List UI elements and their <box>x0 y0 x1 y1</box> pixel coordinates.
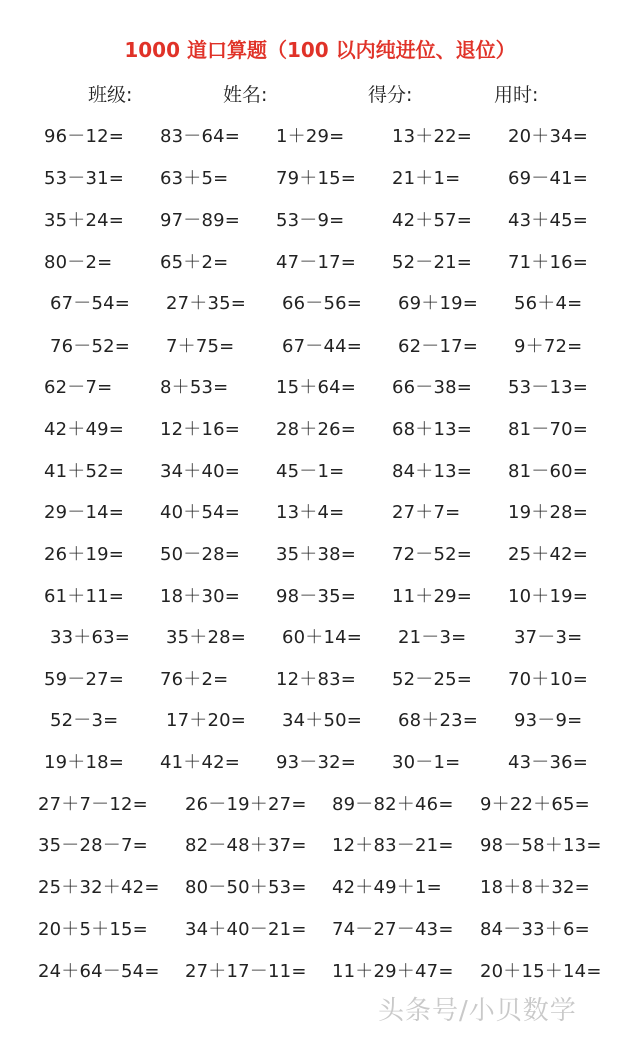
problem-item: 1＋29= <box>276 126 345 147</box>
problem-item: 52－25= <box>392 669 473 690</box>
problem-item: 66－38= <box>392 377 473 398</box>
problem-item: 35＋24= <box>44 210 125 231</box>
problem-item: 45－1= <box>276 461 345 482</box>
problem-item: 61＋11= <box>44 586 125 607</box>
problem-item: 13＋4= <box>276 502 345 523</box>
problem-item: 69－41= <box>508 168 589 189</box>
problem-item: 89－82＋46= <box>332 794 454 815</box>
problem-item: 21－3= <box>398 627 467 648</box>
problem-item: 62－7= <box>44 377 113 398</box>
score-label: 得分: <box>368 84 413 106</box>
time-label: 用时: <box>494 84 539 106</box>
problem-row <box>0 790 640 820</box>
problem-item: 81－60= <box>508 461 589 482</box>
problem-item: 27＋35= <box>166 293 247 314</box>
problem-item: 69＋19= <box>398 293 479 314</box>
problem-item: 98－35= <box>276 586 357 607</box>
problem-item: 12＋83－21= <box>332 835 454 856</box>
problem-item: 41＋42= <box>160 752 241 773</box>
problem-item: 60＋14= <box>282 627 363 648</box>
problem-item: 25＋42= <box>508 544 589 565</box>
problem-item: 93－9= <box>514 710 583 731</box>
problem-item: 29－14= <box>44 502 125 523</box>
problem-item: 43－36= <box>508 752 589 773</box>
problem-item: 18＋30= <box>160 586 241 607</box>
problem-item: 28＋26= <box>276 419 357 440</box>
problem-item: 93－32= <box>276 752 357 773</box>
problem-item: 26－19＋27= <box>185 794 307 815</box>
problem-item: 9＋22＋65= <box>480 794 590 815</box>
problem-item: 76－52= <box>50 336 131 357</box>
problem-row <box>0 748 640 778</box>
problem-item: 97－89= <box>160 210 241 231</box>
problem-item: 12＋83= <box>276 669 357 690</box>
problem-item: 68＋23= <box>398 710 479 731</box>
problem-item: 67－44= <box>282 336 363 357</box>
problem-item: 42＋57= <box>392 210 473 231</box>
problem-item: 67－54= <box>50 293 131 314</box>
problem-item: 21＋1= <box>392 168 461 189</box>
problem-item: 10＋19= <box>508 586 589 607</box>
problem-item: 84－33＋6= <box>480 919 590 940</box>
worksheet-title: 1000 道口算题（100 以内纯进位、退位） <box>124 38 516 62</box>
problem-item: 47－17= <box>276 252 357 273</box>
problem-item: 11＋29＋47= <box>332 961 454 982</box>
problem-row <box>0 373 640 403</box>
problem-item: 19＋28= <box>508 502 589 523</box>
problem-item: 13＋22= <box>392 126 473 147</box>
problem-item: 35－28－7= <box>38 835 148 856</box>
problem-row <box>0 582 640 612</box>
problem-item: 35＋38= <box>276 544 357 565</box>
problem-row <box>0 415 640 445</box>
problem-row <box>0 164 640 194</box>
problem-item: 59－27= <box>44 669 125 690</box>
problem-item: 34＋50= <box>282 710 363 731</box>
problem-item: 20＋15＋14= <box>480 961 602 982</box>
problem-item: 42＋49＋1= <box>332 877 442 898</box>
problem-item: 35＋28= <box>166 627 247 648</box>
problem-item: 11＋29= <box>392 586 473 607</box>
problem-item: 7＋75= <box>166 336 235 357</box>
problem-row <box>0 248 640 278</box>
name-label: 姓名: <box>223 84 268 106</box>
problem-row <box>0 915 640 945</box>
problem-item: 66－56= <box>282 293 363 314</box>
watermark: 头条号/小贝数学 <box>378 996 577 1026</box>
problem-item: 71＋16= <box>508 252 589 273</box>
problem-row <box>0 289 640 319</box>
problem-item: 65＋2= <box>160 252 229 273</box>
problem-item: 82－48＋37= <box>185 835 307 856</box>
problem-item: 34＋40= <box>160 461 241 482</box>
problem-item: 80－2= <box>44 252 113 273</box>
problem-item: 42＋49= <box>44 419 125 440</box>
problem-row <box>0 498 640 528</box>
problem-row <box>0 206 640 236</box>
problem-item: 50－28= <box>160 544 241 565</box>
class-label: 班级: <box>88 84 133 106</box>
problem-row <box>0 706 640 736</box>
problem-item: 81－70= <box>508 419 589 440</box>
problem-item: 9＋72= <box>514 336 583 357</box>
problem-item: 15＋64= <box>276 377 357 398</box>
problem-item: 52－21= <box>392 252 473 273</box>
problem-item: 56＋4= <box>514 293 583 314</box>
problem-item: 53－9= <box>276 210 345 231</box>
problem-item: 79＋15= <box>276 168 357 189</box>
problem-item: 68＋13= <box>392 419 473 440</box>
problem-item: 74－27－43= <box>332 919 454 940</box>
problem-item: 63＋5= <box>160 168 229 189</box>
problem-item: 80－50＋53= <box>185 877 307 898</box>
problem-item: 72－52= <box>392 544 473 565</box>
problem-item: 20＋34= <box>508 126 589 147</box>
problem-item: 18＋8＋32= <box>480 877 590 898</box>
problem-item: 40＋54= <box>160 502 241 523</box>
problem-row <box>0 540 640 570</box>
problem-item: 70＋10= <box>508 669 589 690</box>
problem-item: 53－31= <box>44 168 125 189</box>
problem-row <box>0 122 640 152</box>
problem-item: 76＋2= <box>160 669 229 690</box>
problem-row <box>0 457 640 487</box>
problem-item: 8＋53= <box>160 377 229 398</box>
problem-item: 25＋32＋42= <box>38 877 160 898</box>
problem-row <box>0 831 640 861</box>
problem-item: 26＋19= <box>44 544 125 565</box>
problem-item: 96－12= <box>44 126 125 147</box>
problem-item: 33＋63= <box>50 627 131 648</box>
problem-item: 83－64= <box>160 126 241 147</box>
problem-row <box>0 957 640 987</box>
problem-item: 52－3= <box>50 710 119 731</box>
problem-item: 27＋7－12= <box>38 794 148 815</box>
problem-item: 20＋5＋15= <box>38 919 148 940</box>
problem-item: 84＋13= <box>392 461 473 482</box>
problem-item: 53－13= <box>508 377 589 398</box>
problem-item: 34＋40－21= <box>185 919 307 940</box>
problem-item: 30－1= <box>392 752 461 773</box>
problem-row <box>0 665 640 695</box>
problem-item: 98－58＋13= <box>480 835 602 856</box>
problem-item: 19＋18= <box>44 752 125 773</box>
problem-item: 27＋7= <box>392 502 461 523</box>
problem-item: 12＋16= <box>160 419 241 440</box>
problem-row <box>0 873 640 903</box>
problem-item: 17＋20= <box>166 710 247 731</box>
problem-item: 43＋45= <box>508 210 589 231</box>
problem-item: 27＋17－11= <box>185 961 307 982</box>
problem-item: 37－3= <box>514 627 583 648</box>
problem-row <box>0 623 640 653</box>
problem-item: 62－17= <box>398 336 479 357</box>
problem-item: 24＋64－54= <box>38 961 160 982</box>
problem-item: 41＋52= <box>44 461 125 482</box>
problem-row <box>0 332 640 362</box>
